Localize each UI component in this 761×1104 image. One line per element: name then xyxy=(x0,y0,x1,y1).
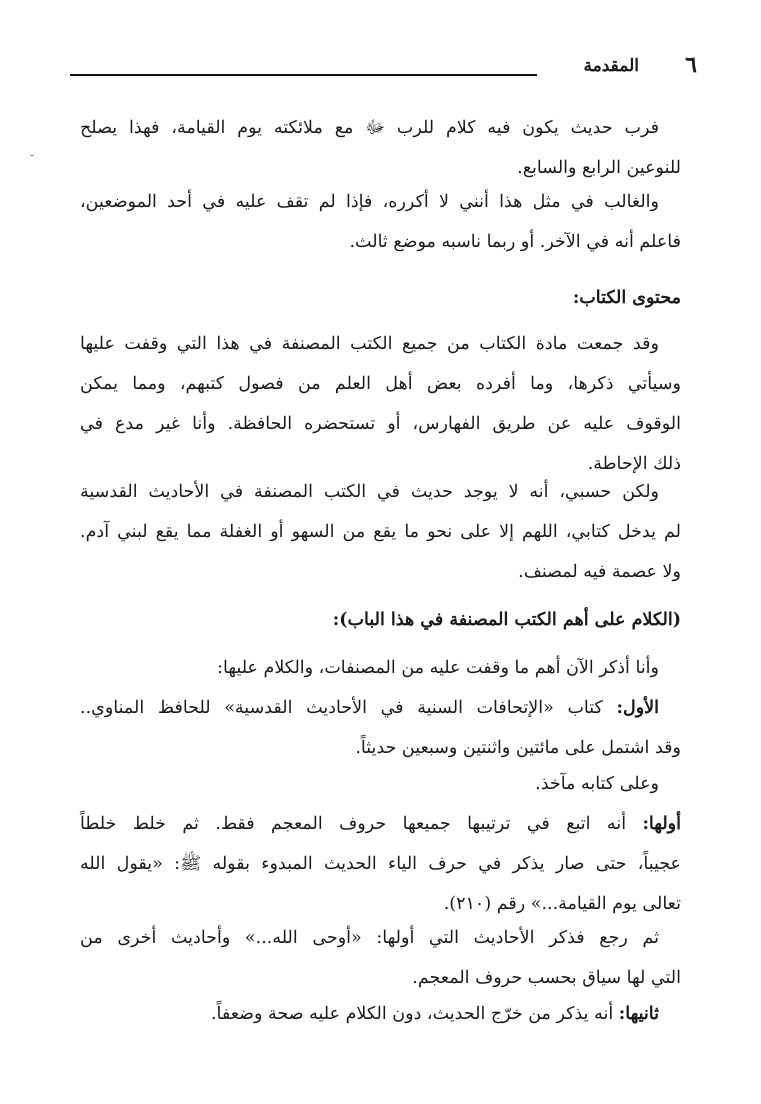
paragraph-5 xyxy=(80,648,681,688)
section-heading-books xyxy=(80,600,681,640)
text-line: عجيباً، حتى صار يذكر في حرف الياء الحديث المبدوء بقوله ﷺ: «يقول الله xyxy=(80,854,681,874)
paragraph-1 xyxy=(80,108,681,188)
text-line: ثم رجع فذكر الأحاديث التي أولها: «أوحى الله...» وأحاديث أخرى من xyxy=(80,928,659,948)
text-line: وأنا أذكر الآن أهم ما وقفت عليه من المصنفات، والكلام عليها: xyxy=(217,658,659,678)
paragraph-3 xyxy=(80,324,681,484)
paragraph-9 xyxy=(80,918,681,998)
text-line: وعلى كتابه مآخذ. xyxy=(535,774,659,794)
text-line xyxy=(80,994,681,1034)
paragraph-10 xyxy=(80,994,681,1034)
line-rest: أنه اتبع في ترتيبها جميعها حروف المعجم فقط. ثم خلط خلطاً xyxy=(80,814,627,834)
heading-text: محتوى الكتاب: xyxy=(572,288,681,308)
text-line: فاعلم أنه في الآخر. أو ربما ناسبه موضع ثالث. xyxy=(349,232,681,252)
text-line: وسيأتي ذكرها، وما أفرده بعض أهل العلم من فصول كتبهم، ومما يمكن xyxy=(80,374,681,394)
text-line: ولكن حسبي، أنه لا يوجد حديث في الكتب المصنفة في الأحاديث القدسية xyxy=(80,482,659,502)
section-heading-content xyxy=(80,278,681,318)
text-line: تعالى يوم القيامة...» رقم (٢١٠). xyxy=(443,894,681,914)
text-line: فرب حديث يكون فيه كلام للرب ﷻ مع ملائكته يوم القيامة، فهذا يصلح xyxy=(80,118,659,138)
text-line xyxy=(80,804,681,844)
lead-word: أولها: xyxy=(642,814,681,834)
lead-word: ثانيها: xyxy=(618,1004,659,1024)
text-line: ولا عصمة فيه لمصنف. xyxy=(518,562,681,582)
line-rest: أنه يذكر من خرّج الحديث، دون الكلام عليه صحة وضعفاً. xyxy=(210,1004,614,1024)
text-line: وقد اشتمل على مائتين واثنتين وسبعين حديثاً. xyxy=(355,738,681,758)
paragraph-8 xyxy=(80,804,681,924)
heading-text: (الكلام على أهم الكتب المصنفة في هذا الباب): xyxy=(332,610,681,630)
page-header xyxy=(70,52,697,82)
text-line: والغالب في مثل هذا أنني لا أكرره، فإذا لم تقف عليه في أحد الموضعين، xyxy=(80,192,659,212)
scan-speck xyxy=(30,155,34,156)
line-rest: كتاب «الإتحافات السنية في الأحاديث القدسية» للحافظ المناوي.. xyxy=(80,698,603,718)
page-number: ٦ xyxy=(685,52,697,78)
paragraph-2 xyxy=(80,182,681,262)
text-line: ذلك الإحاطة. xyxy=(587,454,681,474)
lead-word: الأول: xyxy=(616,698,659,718)
text-line: الوقوف عليه عن طريق الفهارس، أو تستحضره الحافظة. وأنا غير مدع في xyxy=(80,414,681,434)
paragraph-4 xyxy=(80,472,681,592)
text-line xyxy=(80,688,681,728)
text-line: للنوعين الرابع والسابع. xyxy=(517,158,681,178)
text-line: وقد جمعت مادة الكتاب من جميع الكتب المصنفة في هذا التي وقفت عليها xyxy=(80,334,659,354)
header-rule xyxy=(70,74,537,76)
paragraph-6 xyxy=(80,688,681,768)
text-line: التي لها سياق بحسب حروف المعجم. xyxy=(412,968,681,988)
paragraph-7 xyxy=(80,764,681,804)
text-line: لم يدخل كتابي، اللهم إلا على نحو ما يقع من السهو أو الغفلة مما يقع لبني آدم. xyxy=(80,522,681,542)
running-title: المقدمة xyxy=(583,56,639,76)
